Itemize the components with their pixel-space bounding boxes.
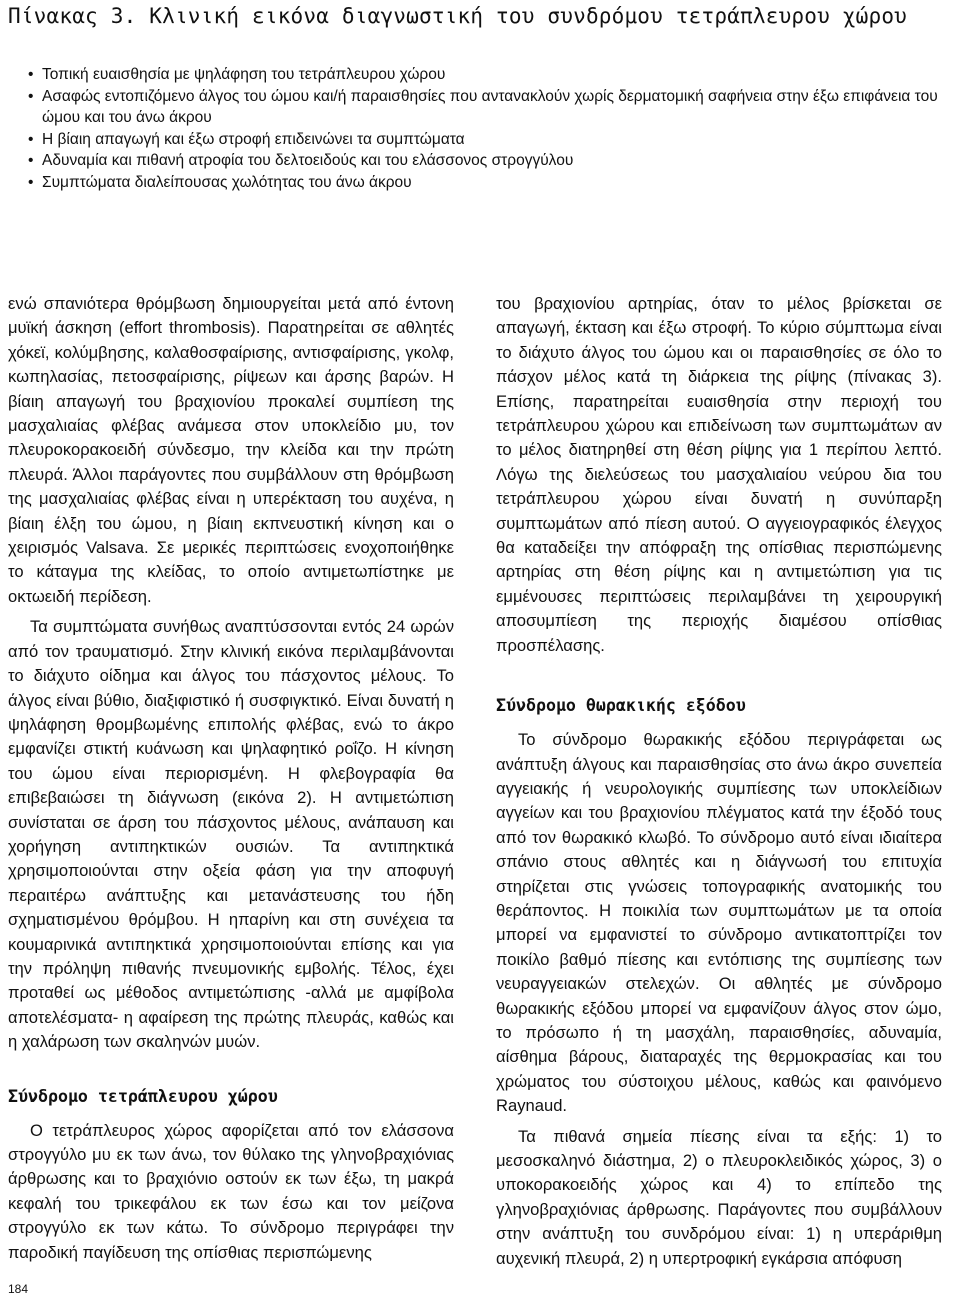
right-column — [496, 292, 942, 1277]
paragraph: Τα συμπτώματα συνήθως αναπτύσσονται εντός 24 ωρών από τον τραυματισμό. Στην κλινική εικόνα περιλαμβάνονται το διάχυτο οίδημα και άλγος του πάσχοντος μέλους. Το άλγος είναι βύθιο, διαξιφιστικό ή συσφιγκτικό. Είναι δυνατή η ψηλάφηση θρομβωμένης επιπολής φλέβας, ενώ το άκρο εμφανίζει στικτή κυάνωση και ψηλαφητικό ροΐζο. Η κίνηση του ώμου είναι περιορισμένη. Η φλεβογραφία θα επιβεβαιώσει τη διάγνωση (εικόνα 2). Η αντιμετώπιση συνίσταται σε άρση του πάσχοντος μέλους, ανάπαυση και χορήγηση αντιπηκτικών ουσιών. Τα αντιπηκτικά χρησιμοποιούνται στην οξεία φάση για την αποφυγή περαιτέρω ανάπτυξης και μετανάστευσης του ήδη σχηματισμένου θρόμβου. Η ηπαρίνη και στη συνέχεια τα κουμαρινικά αντιπηκτικά χρησιμοποιούνται επίσης και για την πρόληψη πιθανής πνευμονικής εμβολής. Τέλος, έχει προταθεί ως μέθοδος αντιμετώπισης -αλλά με αμφίβολα αποτελέσματα- η αφαίρεση της πρώτης πλευράς, καθώς και η χαλάρωση των σκαληνών μυών. — [8, 617, 454, 1052]
list-item: • Συμπτώματα διαλείπουσας χωλότητας του άνω άκρου — [28, 172, 948, 194]
paragraph: Τα πιθανά σημεία πίεσης είναι τα εξής: 1) το μεσοσκαληνό διάστημα, 2) ο πλευροκλειδικός χώρος, 3) ο υποκορακοειδής χώρος και 4) το επίπεδο της γληνοβραχιόνιας άρθρωσης. Παράγοντες που συμβάλλουν στην ανάπτυξη του συνδρόμου είναι: 1) η υπεράριθμη αυχενική πλευρά, 2) η υπερτροφική εγκάρσια απόφυση — [496, 1126, 942, 1268]
table-3 — [28, 64, 948, 193]
paragraph: του βραχιονίου αρτηρίας, όταν το μέλος βρίσκεται σε απαγωγή, έκταση και έξω στροφή. Το κύριο σύμπτωμα είναι το διάχυτο άλγος του ώμου και οι παραισθησίες σε όλο το πάσχον μέλος κατά τη διάρκεια της ρίψης (πίνακας 3). Επίσης, παρατηρείται ευαισθησία στην περιοχή του τετράπλευρου χώρου και επιδείνωση των συμπτωμάτων αν το μέλος διατηρηθεί στη θέση ρίψης για 1 περίπου λεπτό. Λόγω της διελεύσεως του μασχαλιαίου νεύρου δια του τετράπλευρου χώρου είναι δυνατή η συνύπαρξη συμπτωμάτων από πίεση αυτού. Ο αγγειογραφικός έλεγχος θα καταδείξει την απόφραξη της οπίσθιας περισπώμενης αρτηρίας στη θέση ρίψης και η αντιμετώπιση για τις εμμένουσες περιπτώσεις περιλαμβάνει τη χειρουργική αποσυμπίεση της περιοχής διαμέσου οπίσθιας προσπέλασης. — [496, 294, 942, 655]
page-number: 184 — [8, 1282, 29, 1296]
list-item: • Αδυναμία και πιθανή ατροφία του δελτοειδούς και του ελάσσονος στρογγύλου — [28, 150, 948, 172]
paragraph: ενώ σπανιότερα θρόμβωση δημιουργείται μετά από έντονη μυϊκή άσκηση (effort thrombosis). Παρατηρείται σε αθλητές χόκεϊ, κολύμβησης, καλαθοσφαίρισης, αντισφαίρισης, γκολφ, κωπηλασίας, πετοσφαίρισης, ρίψεων και άρσης βαρών. Η βίαιη απαγωγή του βραχιονίου προκαλεί συμπίεση της μασχαλιαίας φλέβας ανάμεσα στον υποκλείδιο μυ, τον πλευροκορακοειδή σύνδεσμο, την κλείδα και την πρώτη πλευρά. Άλλοι παράγοντες που συμβάλλουν στη θρόμβωση της μασχαλιαίας φλέβας είναι η υπερέκταση του αυχένα, η βίαιη έλξη του ώμου, η βίαιη εκπνευστική κίνηση και ο χειρισμός Valsava. Σε μερικές περιπτώσεις ενοχοποιήθηκε το κάταγμα της κλείδας, το οποίο αντιμετωπίστηκε με οκτωειδή περίδεση. — [8, 294, 454, 606]
paragraph: Το σύνδρομο θωρακικής εξόδου περιγράφεται ως ανάπτυξη άλγους και παραισθησίας στο άνω άκρο συνεπεία αγγειακής ή νευρολογικής συμπίεσης των υποκλείδιων αγγείων και του βραχιονίου πλέγματος κατά την έξοδό τους από τον θωρακικό κλωβό. Το σύνδρομο αυτό είναι ιδιαίτερα σπάνιο στους αθλητές και η διάγνωσή του επιτυχία στηρίζεται στις γνώσεις τοπογραφικής ανατομικής του θεράποντος. Η ποικιλία των συμπτωμάτων με τα οποία μπορεί να εμφανιστεί το σύνδρομο αντικατοπτρίζει τον ποικίλο βαθμό πίεσης και εντόπισης της συμπίεσης των νευραγγειακών στελεχών. Οι αθλητές με σύνδρομο θωρακικής εξόδου μπορεί να εμφανίζουν άλγος στον ώμο, το πρόσωπο ή τη μασχάλη, παραισθησίες, αδυναμία, αίσθημα βάρους, διαταραχές της θερμοκρασίας και του χρώματος του σύστοιχου μέλους, καθώς και φαινόμενο Raynaud. — [496, 730, 942, 1116]
left-column — [8, 292, 454, 1271]
paragraph: Ο τετράπλευρος χώρος αφορίζεται από τον ελάσσονα στρογγύλο μυ εκ των άνω, τον θύλακο της γληνοβραχιόνιας άρθρωσης και το βραχιόνιο οστούν εκ των έξω, τη μακρά κεφαλή του τρικεφάλου εκ των έσω και τον μείζονα στρογγύλο εκ των κάτω. Το σύνδρομο περιγράφει την παροδική παγίδευση της οπίσθιας περισπώμενης — [8, 1120, 454, 1262]
symptom-list — [28, 64, 948, 193]
section-heading-thoracic-outlet: Σύνδρομο θωρακικής εξόδου — [496, 696, 746, 716]
list-item: • Η βίαιη απαγωγή και έξω στροφή επιδεινώνει τα συμπτώματα — [28, 129, 948, 151]
list-item: • Τοπική ευαισθησία με ψηλάφηση του τετράπλευρου χώρου — [28, 64, 948, 86]
section-heading-quadrilateral-space: Σύνδρομο τετράπλευρου χώρου — [8, 1086, 278, 1106]
list-item: • Ασαφώς εντοπιζόμενο άλγος του ώμου και/ή παραισθησίες που αντανακλούν χωρίς δερματομική σαφήνεια στην έξω επιφάνεια του ώμου και του άνω άκρου — [28, 86, 948, 129]
table-title: Πίνακας 3. Κλινική εικόνα διαγνωστική του συνδρόμου τετράπλευρου χώρου — [8, 4, 908, 28]
